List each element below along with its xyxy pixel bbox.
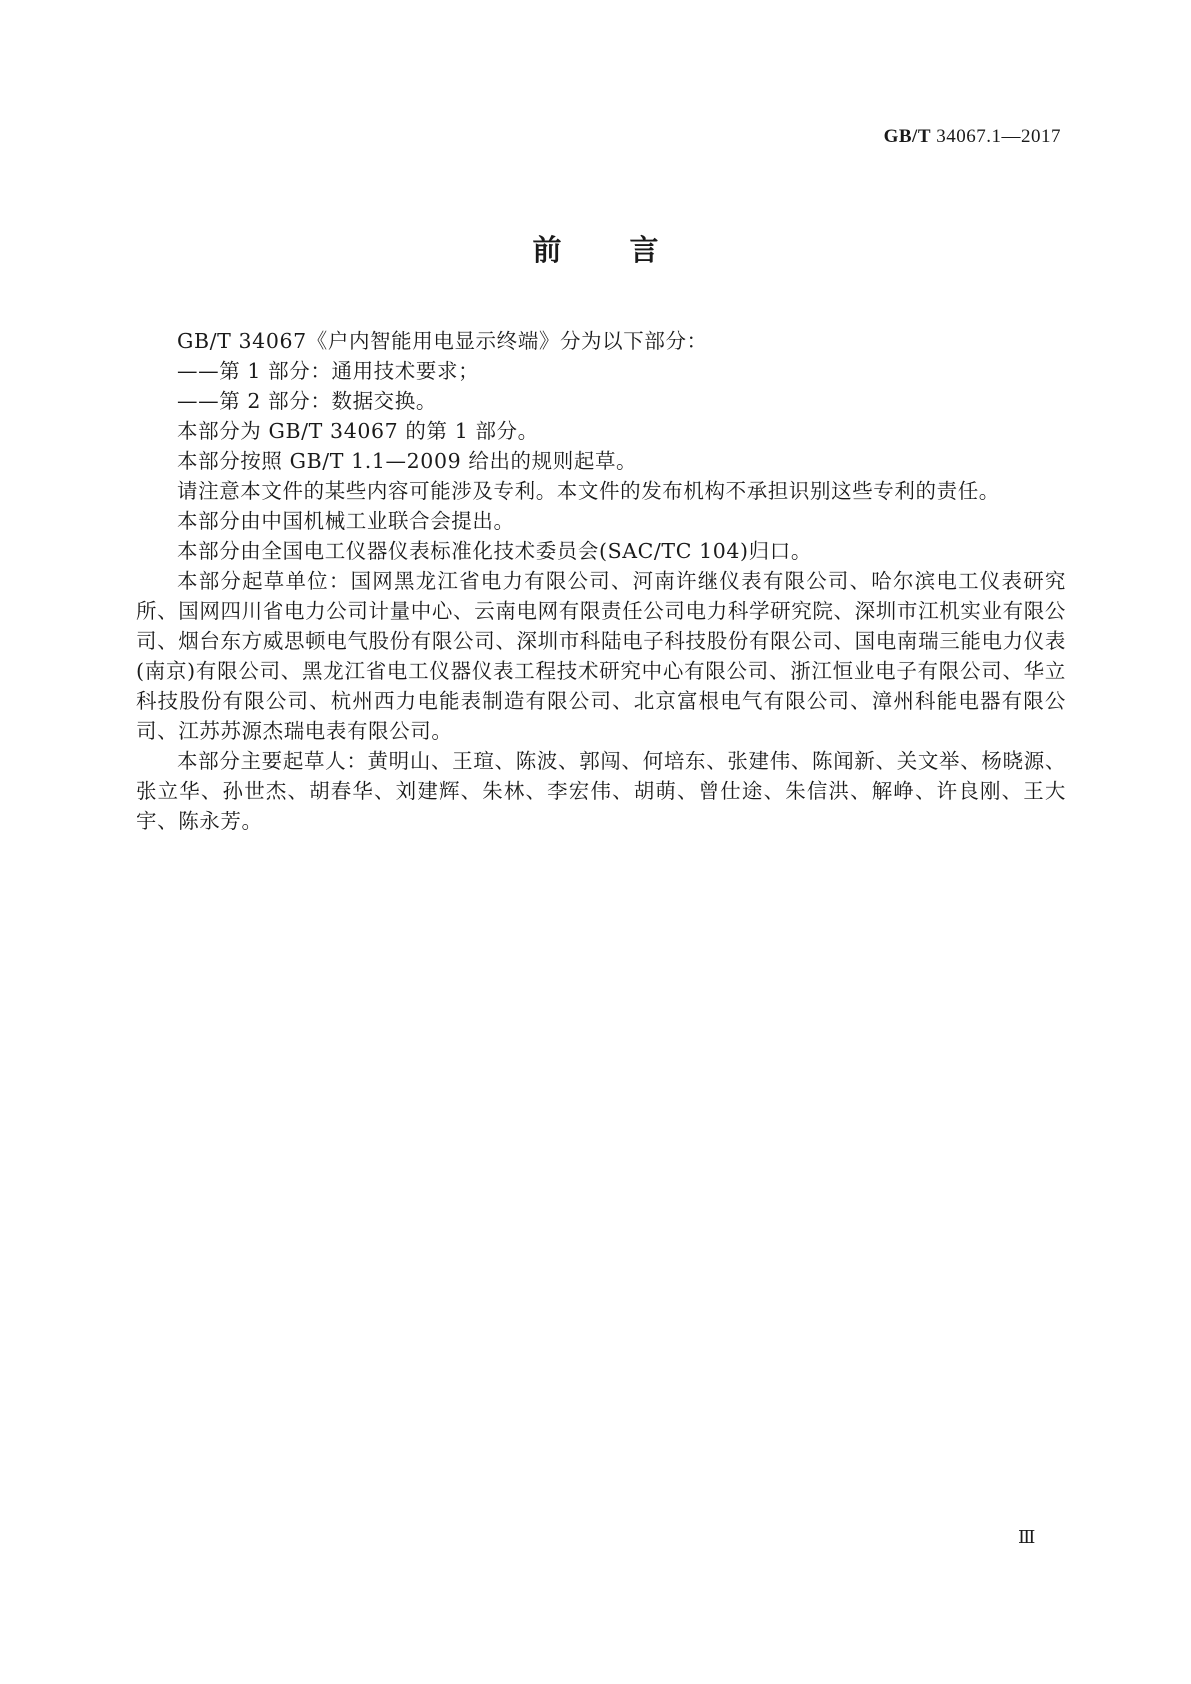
page-title-char-2: 言 [629,233,659,267]
proposed-by-paragraph: 本部分由中国机械工业联合会提出。 [177,509,515,533]
standard-number: 34067.1—2017 [936,126,1061,147]
intro-paragraph: GB/T 34067《户内智能用电显示终端》分为以下部分： [177,329,708,353]
foreword-body [136,326,1066,836]
part-statement-paragraph: 本部分为 GB/T 34067 的第 1 部分。 [177,419,539,443]
part-list-item-2: ——第 2 部分：数据交换。 [177,389,437,413]
drafting-units-paragraph: 本部分起草单位：国网黑龙江省电力有限公司、河南许继仪表有限公司、哈尔滨电工仪表研究所、国网四川省电力公司计量中心、云南电网有限责任公司电力科学研究院、深圳市江机实业有限公司、烟台东方威思顿电气股份有限公司、深圳市科陆电子科技股份有限公司、国电南瑞三能电力仪表(南京)有限公司、黑龙江省电工仪器仪表工程技术研究中心有限公司、浙江恒业电子有限公司、华立科技股份有限公司、杭州西力电能表制造有限公司、北京富根电气有限公司、漳州科能电器有限公司、江苏苏源杰瑞电表有限公司。 [136,569,1066,743]
main-drafters-paragraph: 本部分主要起草人：黄明山、王瑄、陈波、郭闯、何培东、张建伟、陈闻新、关文举、杨晓源、张立华、孙世杰、胡春华、刘建辉、朱林、李宏伟、胡萌、曾仕途、朱信洪、解峥、许良刚、王大宇、陈永芳。 [136,749,1066,833]
administered-by-paragraph: 本部分由全国电工仪器仪表标准化技术委员会(SAC/TC 104)归口。 [177,539,812,563]
standard-prefix: GB/T [883,126,931,147]
patent-notice-paragraph: 请注意本文件的某些内容可能涉及专利。本文件的发布机构不承担识别这些专利的责任。 [177,479,1000,503]
page-title [0,228,1191,269]
drafting-rule-paragraph: 本部分按照 GB/T 1.1—2009 给出的规则起草。 [177,449,638,473]
page-title-char-1: 前 [532,233,562,267]
standard-number-header [884,126,1061,148]
page-number: Ⅲ [1018,1527,1036,1547]
part-list-item-1: ——第 1 部分：通用技术要求； [177,359,480,383]
